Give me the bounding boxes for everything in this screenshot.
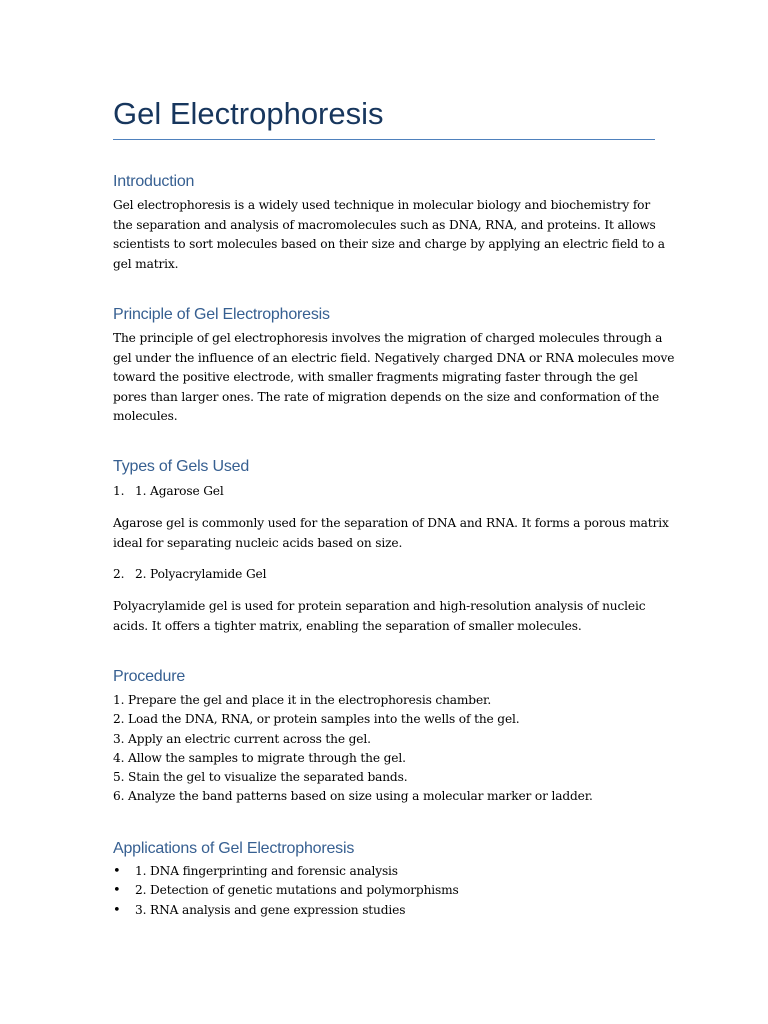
list-item-label: 2. Polyacrylamide Gel	[135, 567, 267, 581]
procedure-step: 1. Prepare the gel and place it in the electrophoresis chamber.	[113, 693, 492, 707]
paragraph-line: acids. It offers a tighter matrix, enabling the separation of smaller molecules.	[113, 618, 582, 633]
heading-principle: Principle of Gel Electrophoresis	[113, 306, 330, 323]
paragraph-line: pores than larger ones. The rate of migration depends on the size and conformation of the	[113, 389, 660, 404]
paragraph-line: gel under the influence of an electric field. Negatively charged DNA or RNA molecules move	[113, 350, 675, 365]
paragraph-line: molecules.	[113, 409, 178, 423]
procedure-step: 5. Stain the gel to visualize the separated bands.	[113, 770, 408, 784]
paragraph-line: gel matrix.	[113, 256, 179, 271]
list-item-polyacrylamide	[113, 565, 266, 585]
procedure-step: 3. Apply an electric current across the gel.	[113, 732, 371, 746]
bullet-item-text: 3. RNA analysis and gene expression studies	[135, 903, 406, 917]
bullet-item	[113, 901, 405, 921]
bullet-item-text: 2. Detection of genetic mutations and polymorphisms	[135, 883, 459, 897]
heading-applications: Applications of Gel Electrophoresis	[113, 840, 355, 857]
polyacrylamide-paragraph	[113, 597, 655, 636]
bullet-item-text: 1. DNA fingerprinting and forensic analysis	[135, 864, 398, 878]
title-divider	[113, 139, 655, 140]
paragraph-line: Gel electrophoresis is a widely used technique in molecular biology and biochemistry for	[113, 198, 651, 212]
heading-procedure: Procedure	[113, 668, 186, 685]
paragraph-line: Agarose gel is commonly used for the separation of DNA and RNA. It forms a porous matrix	[113, 516, 669, 530]
paragraph-line: ideal for separating nucleic acids based on size.	[113, 535, 403, 550]
paragraph-line: toward the positive electrode, with smaller fragments migrating faster through the gel	[113, 370, 638, 384]
bullet-item	[113, 881, 459, 901]
list-number: 1.	[113, 484, 125, 498]
paragraph-line: Polyacrylamide gel is used for protein separation and high-resolution analysis of nucleic	[113, 599, 646, 613]
document-title: Gel Electrophoresis	[113, 96, 384, 131]
procedure-step: 6. Analyze the band patterns based on size using a molecular marker or ladder.	[113, 789, 593, 803]
procedure-step: 4. Allow the samples to migrate through the gel.	[113, 751, 406, 765]
paragraph-line: scientists to sort molecules based on their size and charge by applying an electric field to a	[113, 237, 665, 251]
bullet-item	[113, 862, 398, 882]
list-number: 2.	[113, 567, 125, 581]
agarose-paragraph	[113, 514, 669, 553]
paragraph-line: the separation and analysis of macromolecules such as DNA, RNA, and proteins. It allows	[113, 217, 656, 232]
paragraph-line: The principle of gel electrophoresis involves the migration of charged molecules through a	[113, 331, 663, 345]
heading-types-of-gels: Types of Gels Used	[113, 458, 250, 475]
procedure-step: 2. Load the DNA, RNA, or protein samples into the wells of the gel.	[113, 712, 520, 726]
principle-paragraph	[113, 329, 675, 427]
list-item-agarose	[113, 482, 224, 502]
list-item-label: 1. Agarose Gel	[135, 484, 224, 498]
heading-introduction: Introduction	[113, 173, 195, 190]
bullet-icon: •	[113, 903, 121, 918]
bullet-icon: •	[113, 864, 121, 879]
bullet-icon: •	[113, 883, 121, 898]
introduction-paragraph	[113, 196, 665, 274]
